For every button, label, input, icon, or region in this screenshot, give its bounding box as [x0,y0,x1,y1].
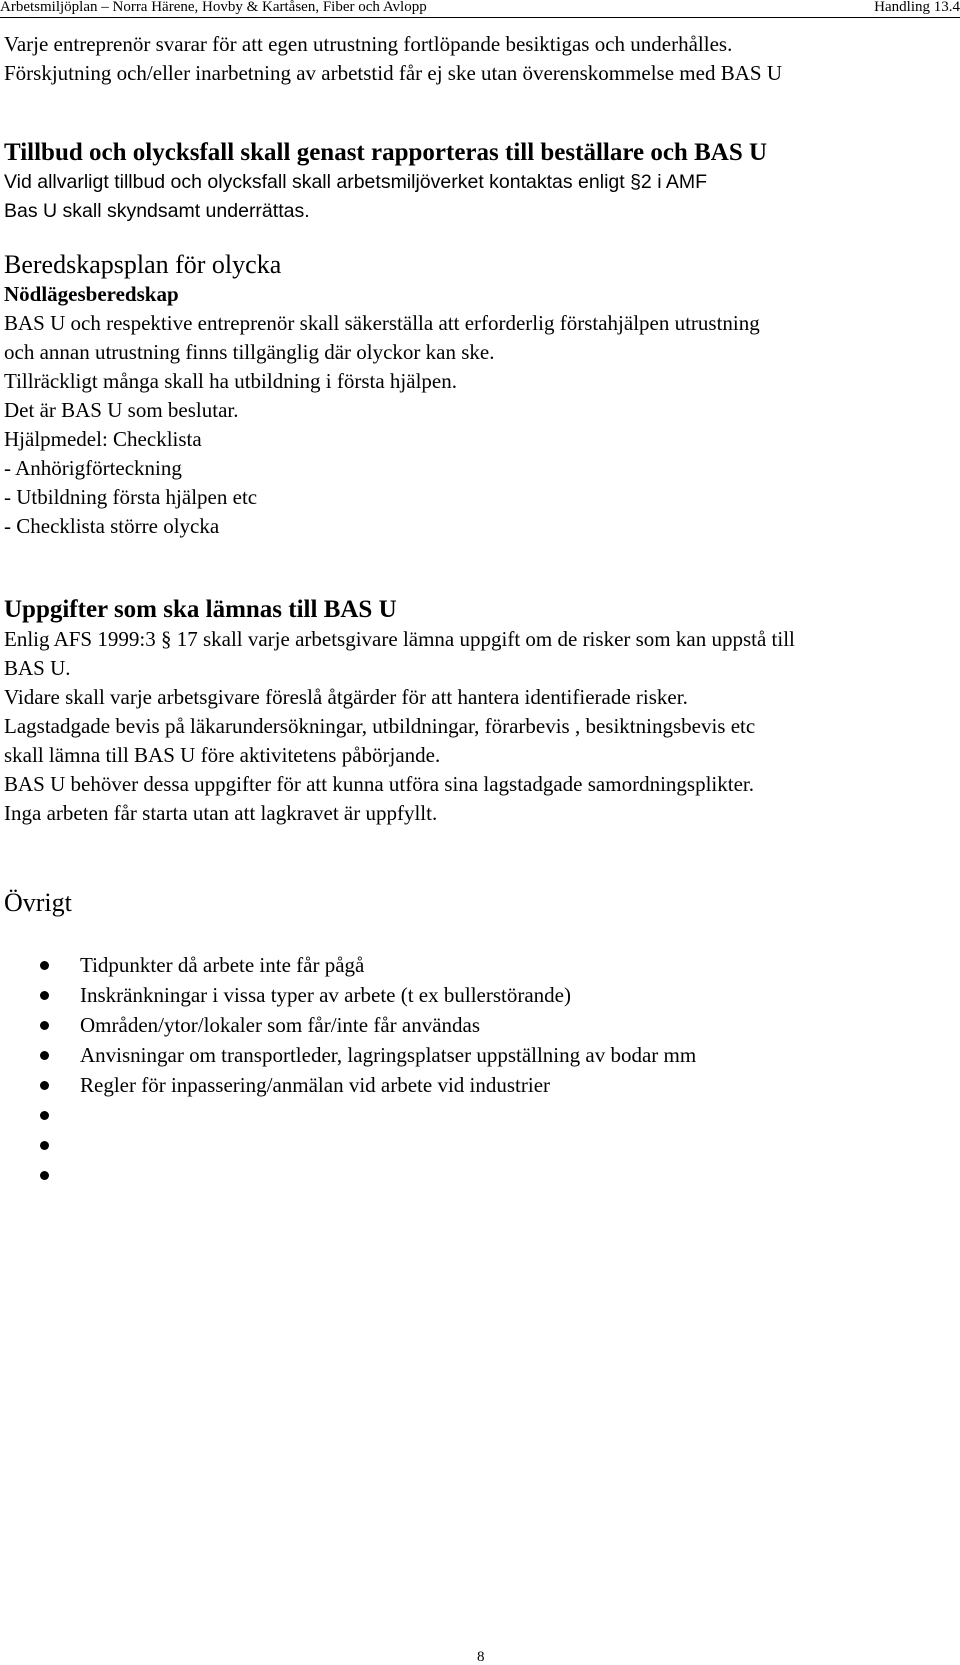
uppgifter-line: Enlig AFS 1999:3 § 17 skall varje arbetsgivare lämna uppgift om de risker som kan uppstå till [4,627,795,651]
spacer [4,828,954,888]
bullet-icon [40,1171,49,1180]
header-rule [0,17,960,18]
page-number: 8 [477,1649,485,1665]
uppgifter-heading: Uppgifter som ska lämnas till BAS U [4,596,397,623]
beredskap-line: - Utbildning första hjälpen etc [4,485,258,509]
bullet-icon [40,991,49,1000]
list-item [4,1160,954,1190]
beredskap-heading: Beredskapsplan för olycka [4,250,282,279]
spacer [4,918,954,950]
tillbud-line-2: Bas U skall skyndsamt underrättas. [4,200,310,222]
header-title: Arbetsmiljöplan – Norra Härene, Hovby & Kartåsen, Fiber och Avlopp [0,0,427,15]
ovrigt-list [4,950,954,1190]
spacer [4,88,954,138]
list-item-text: Tidpunkter då arbete inte får pågå [80,953,365,977]
beredskap-subheading: Nödlägesberedskap [4,282,179,306]
list-item [4,950,954,980]
bullet-icon [40,1021,49,1030]
list-item [4,1070,954,1100]
list-item-text: Regler för inpassering/anmälan vid arbete vid industrier [80,1073,551,1097]
spacer [4,541,954,595]
list-item-text: Områden/ytor/lokaler som får/inte får användas [80,1013,481,1037]
list-item [4,1100,954,1130]
beredskap-line: BAS U och respektive entreprenör skall säkerställa att erforderlig förstahjälpen utrustning [4,311,760,335]
intro-line-1: Varje entreprenör svarar för att egen utrustning fortlöpande besiktigas och underhålles. [4,32,733,56]
header-handling: Handling 13.4 [874,0,960,15]
bullet-icon [40,1141,49,1150]
beredskap-line: och annan utrustning finns tillgänglig där olyckor kan ske. [4,340,495,364]
list-item [4,1130,954,1160]
beredskap-line: Tillräckligt många skall ha utbildning i första hjälpen. [4,369,457,393]
bullet-icon [40,1111,49,1120]
bullet-icon [40,1051,49,1060]
uppgifter-line: Lagstadgade bevis på läkarundersökningar, utbildningar, förarbevis , besiktningsbevis etc [4,714,756,738]
list-item-text: Inskränkningar i vissa typer av arbete (t ex bullerstörande) [80,983,571,1007]
tillbud-line-1: Vid allvarligt tillbud och olycksfall skall arbetsmiljöverket kontaktas enligt §2 i AMF [4,171,708,193]
list-item-text: Anvisningar om transportleder, lagringsplatser uppställning av bodar mm [80,1043,697,1067]
bullet-icon [40,961,49,970]
intro-line-2: Förskjutning och/eller inarbetning av arbetstid får ej ske utan överenskommelse med BAS U [4,61,782,85]
uppgifter-line: BAS U behöver dessa uppgifter för att kunna utföra sina lagstadgade samordningsplikter. [4,772,754,796]
beredskap-line: - Checklista större olycka [4,514,220,538]
beredskap-line: - Anhörigförteckning [4,456,182,480]
beredskap-line: Hjälpmedel: Checklista [4,427,202,451]
document-body [4,30,954,1190]
uppgifter-line: skall lämna till BAS U före aktivitetens påbörjande. [4,743,441,767]
tillbud-heading: Tillbud och olycksfall skall genast rapporteras till beställare och BAS U [4,139,768,166]
list-item [4,980,954,1010]
spacer [4,226,954,250]
ovrigt-heading: Övrigt [4,888,72,917]
uppgifter-line: Inga arbeten får starta utan att lagkravet är uppfyllt. [4,801,438,825]
list-item [4,1010,954,1040]
uppgifter-line: Vidare skall varje arbetsgivare föreslå åtgärder för att hantera identifierade risker. [4,685,688,709]
list-item [4,1040,954,1070]
page-header [0,0,960,18]
beredskap-line: Det är BAS U som beslutar. [4,398,239,422]
uppgifter-line: BAS U. [4,656,71,680]
bullet-icon [40,1081,49,1090]
